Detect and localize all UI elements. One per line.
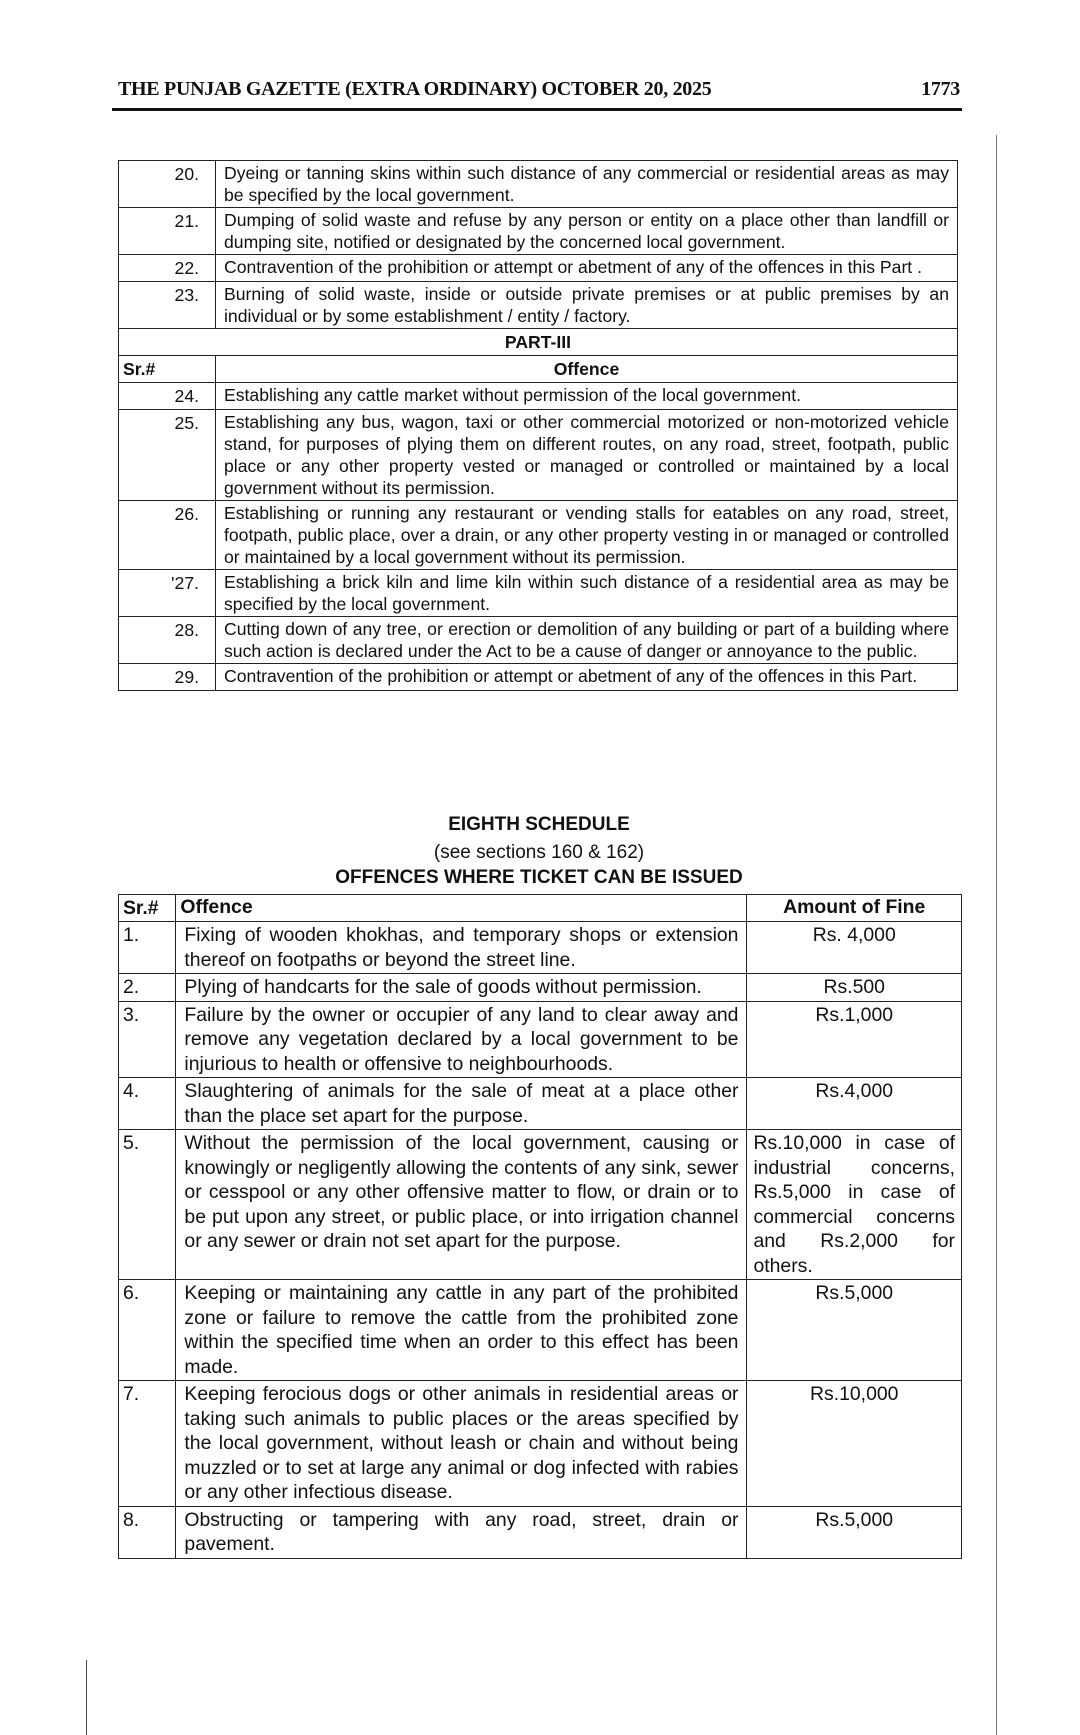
sr-cell: 2.	[119, 974, 176, 1002]
offence-cell: Establishing or running any restaurant or vending stalls for eatables on any road, street, footpath, public place, over a drain, or any other property vesting in or managed or controlled or maintained by a local government without its permission.	[216, 501, 958, 570]
sr-cell: 7.	[119, 1381, 176, 1507]
offence-cell: Dumping of solid waste and refuse by any person or entity on a place other than landfill or dumping site, notified or designated by the concerned local government.	[216, 208, 958, 255]
table-row	[119, 1280, 962, 1381]
offence-cell: Dyeing or tanning skins within such distance of any commercial or residential areas as may be specified by the local government.	[216, 161, 958, 208]
offence-cell: Plying of handcarts for the sale of goods without permission.	[176, 974, 747, 1002]
fine-cell: Rs. 4,000	[747, 922, 962, 974]
table-header-row	[119, 895, 962, 922]
table-row	[119, 1381, 962, 1507]
offence-cell: Burning of solid waste, inside or outside private premises or at public premises by an individual or by some establishment / entity / factory.	[216, 282, 958, 329]
schedule-subtitle: (see sections 160 & 162)	[433, 842, 645, 863]
table-row	[119, 1078, 962, 1130]
table-row	[119, 161, 958, 208]
offence-cell: Obstructing or tampering with any road, street, drain or pavement.	[176, 1506, 747, 1558]
column-header-offence: Offence	[216, 356, 958, 383]
table-row	[119, 208, 958, 255]
ticket-offences-table	[118, 894, 962, 1559]
offence-cell: Failure by the owner or occupier of any land to clear away and remove any vegetation declared by a local government to be injurious to health or offensive to neighbourhoods.	[176, 1001, 747, 1078]
page-edge-line	[996, 135, 997, 1735]
sr-cell: 22.	[119, 255, 216, 282]
part-iii-offences-table	[118, 160, 958, 691]
table-row	[119, 501, 958, 570]
sr-cell: 3.	[119, 1001, 176, 1078]
table-row	[119, 410, 958, 501]
sr-cell: '27.	[119, 570, 216, 617]
offence-cell: Fixing of wooden khokhas, and temporary shops or extension thereof on footpaths or beyond the street line.	[176, 922, 747, 974]
offence-cell: Cutting down of any tree, or erection or demolition of any building or part of a building where such action is declared under the Act to be a cause of danger or annoyance to the public.	[216, 617, 958, 664]
table-row	[119, 922, 962, 974]
gazette-header	[118, 78, 960, 101]
fine-cell: Rs.1,000	[747, 1001, 962, 1078]
gazette-title: THE PUNJAB GAZETTE (EXTRA ORDINARY) OCTOBER 20, 2025	[118, 78, 712, 100]
offence-cell: Contravention of the prohibition or attempt or abetment of any of the offences in this Part .	[216, 255, 958, 282]
offence-cell: Keeping ferocious dogs or other animals in residential areas or taking such animals to public places or the areas specified by the local government, without leash or chain and without being muzzled or to set at large any animal or dog infected with rabies or any other infectious disease.	[176, 1381, 747, 1507]
fine-cell: Rs.4,000	[747, 1078, 962, 1130]
sr-cell: 21.	[119, 208, 216, 255]
column-header-sr: Sr.#	[119, 895, 176, 922]
sr-cell: 28.	[119, 617, 216, 664]
table-row	[119, 570, 958, 617]
table-header-row	[119, 356, 958, 383]
schedule-title: EIGHTH SCHEDULE	[448, 814, 630, 835]
fine-cell: Rs.5,000	[747, 1280, 962, 1381]
offence-cell: Establishing any bus, wagon, taxi or other commercial motorized or non-motorized vehicle stand, for purposes of plying them on different routes, on any road, street, footpath, public place or any other property vested or managed or controlled or maintained by a local government without its permission.	[216, 410, 958, 501]
sr-cell: 1.	[119, 922, 176, 974]
header-rule	[112, 108, 962, 111]
table-row	[119, 1130, 962, 1280]
offence-cell: Contravention of the prohibition or attempt or abetment of any of the offences in this Part.	[216, 664, 958, 691]
table-row	[119, 255, 958, 282]
sr-cell: 5.	[119, 1130, 176, 1280]
sr-cell: 4.	[119, 1078, 176, 1130]
fine-cell: Rs.10,000 in case of industrial concerns, Rs.5,000 in case of commercial concerns and Rs.2,000 for others.	[747, 1130, 962, 1280]
table-row	[119, 1506, 962, 1558]
schedule-heading: OFFENCES WHERE TICKET CAN BE ISSUED	[335, 867, 743, 888]
offence-cell: Keeping or maintaining any cattle in any part of the prohibited zone or failure to remove the cattle from the prohibited zone within the specified time when an order to this effect has been made.	[176, 1280, 747, 1381]
sr-cell: 8.	[119, 1506, 176, 1558]
sr-cell: 25.	[119, 410, 216, 501]
fine-cell: Rs.5,000	[747, 1506, 962, 1558]
sr-cell: 24.	[119, 383, 216, 410]
page-number: 1773	[921, 78, 960, 100]
offence-cell: Slaughtering of animals for the sale of meat at a place other than the place set apart for the purpose.	[176, 1078, 747, 1130]
table-row	[119, 664, 958, 691]
sr-cell: 20.	[119, 161, 216, 208]
page-edge-line-left	[86, 1660, 87, 1735]
table-row	[119, 617, 958, 664]
part-iii-title: PART-III	[119, 329, 958, 356]
column-header-sr: Sr.#	[119, 356, 216, 383]
part-heading-row	[119, 329, 958, 356]
column-header-offence: Offence	[176, 895, 747, 922]
fine-cell: Rs.10,000	[747, 1381, 962, 1507]
column-header-fine: Amount of Fine	[747, 895, 962, 922]
table-row	[119, 974, 962, 1002]
offence-cell: Establishing any cattle market without permission of the local government.	[216, 383, 958, 410]
table-row	[119, 1001, 962, 1078]
offence-cell: Establishing a brick kiln and lime kiln within such distance of a residential area as may be specified by the local government.	[216, 570, 958, 617]
table-row	[119, 282, 958, 329]
fine-cell: Rs.500	[747, 974, 962, 1002]
sr-cell: 29.	[119, 664, 216, 691]
sr-cell: 6.	[119, 1280, 176, 1381]
offence-cell: Without the permission of the local government, causing or knowingly or negligently allowing the contents of any sink, sewer or cesspool or any other offensive matter to flow, or drain or to be put upon any street, or public place, or into irrigation channel or any sewer or drain not set apart for the purpose.	[176, 1130, 747, 1280]
table-row	[119, 383, 958, 410]
sr-cell: 26.	[119, 501, 216, 570]
sr-cell: 23.	[119, 282, 216, 329]
